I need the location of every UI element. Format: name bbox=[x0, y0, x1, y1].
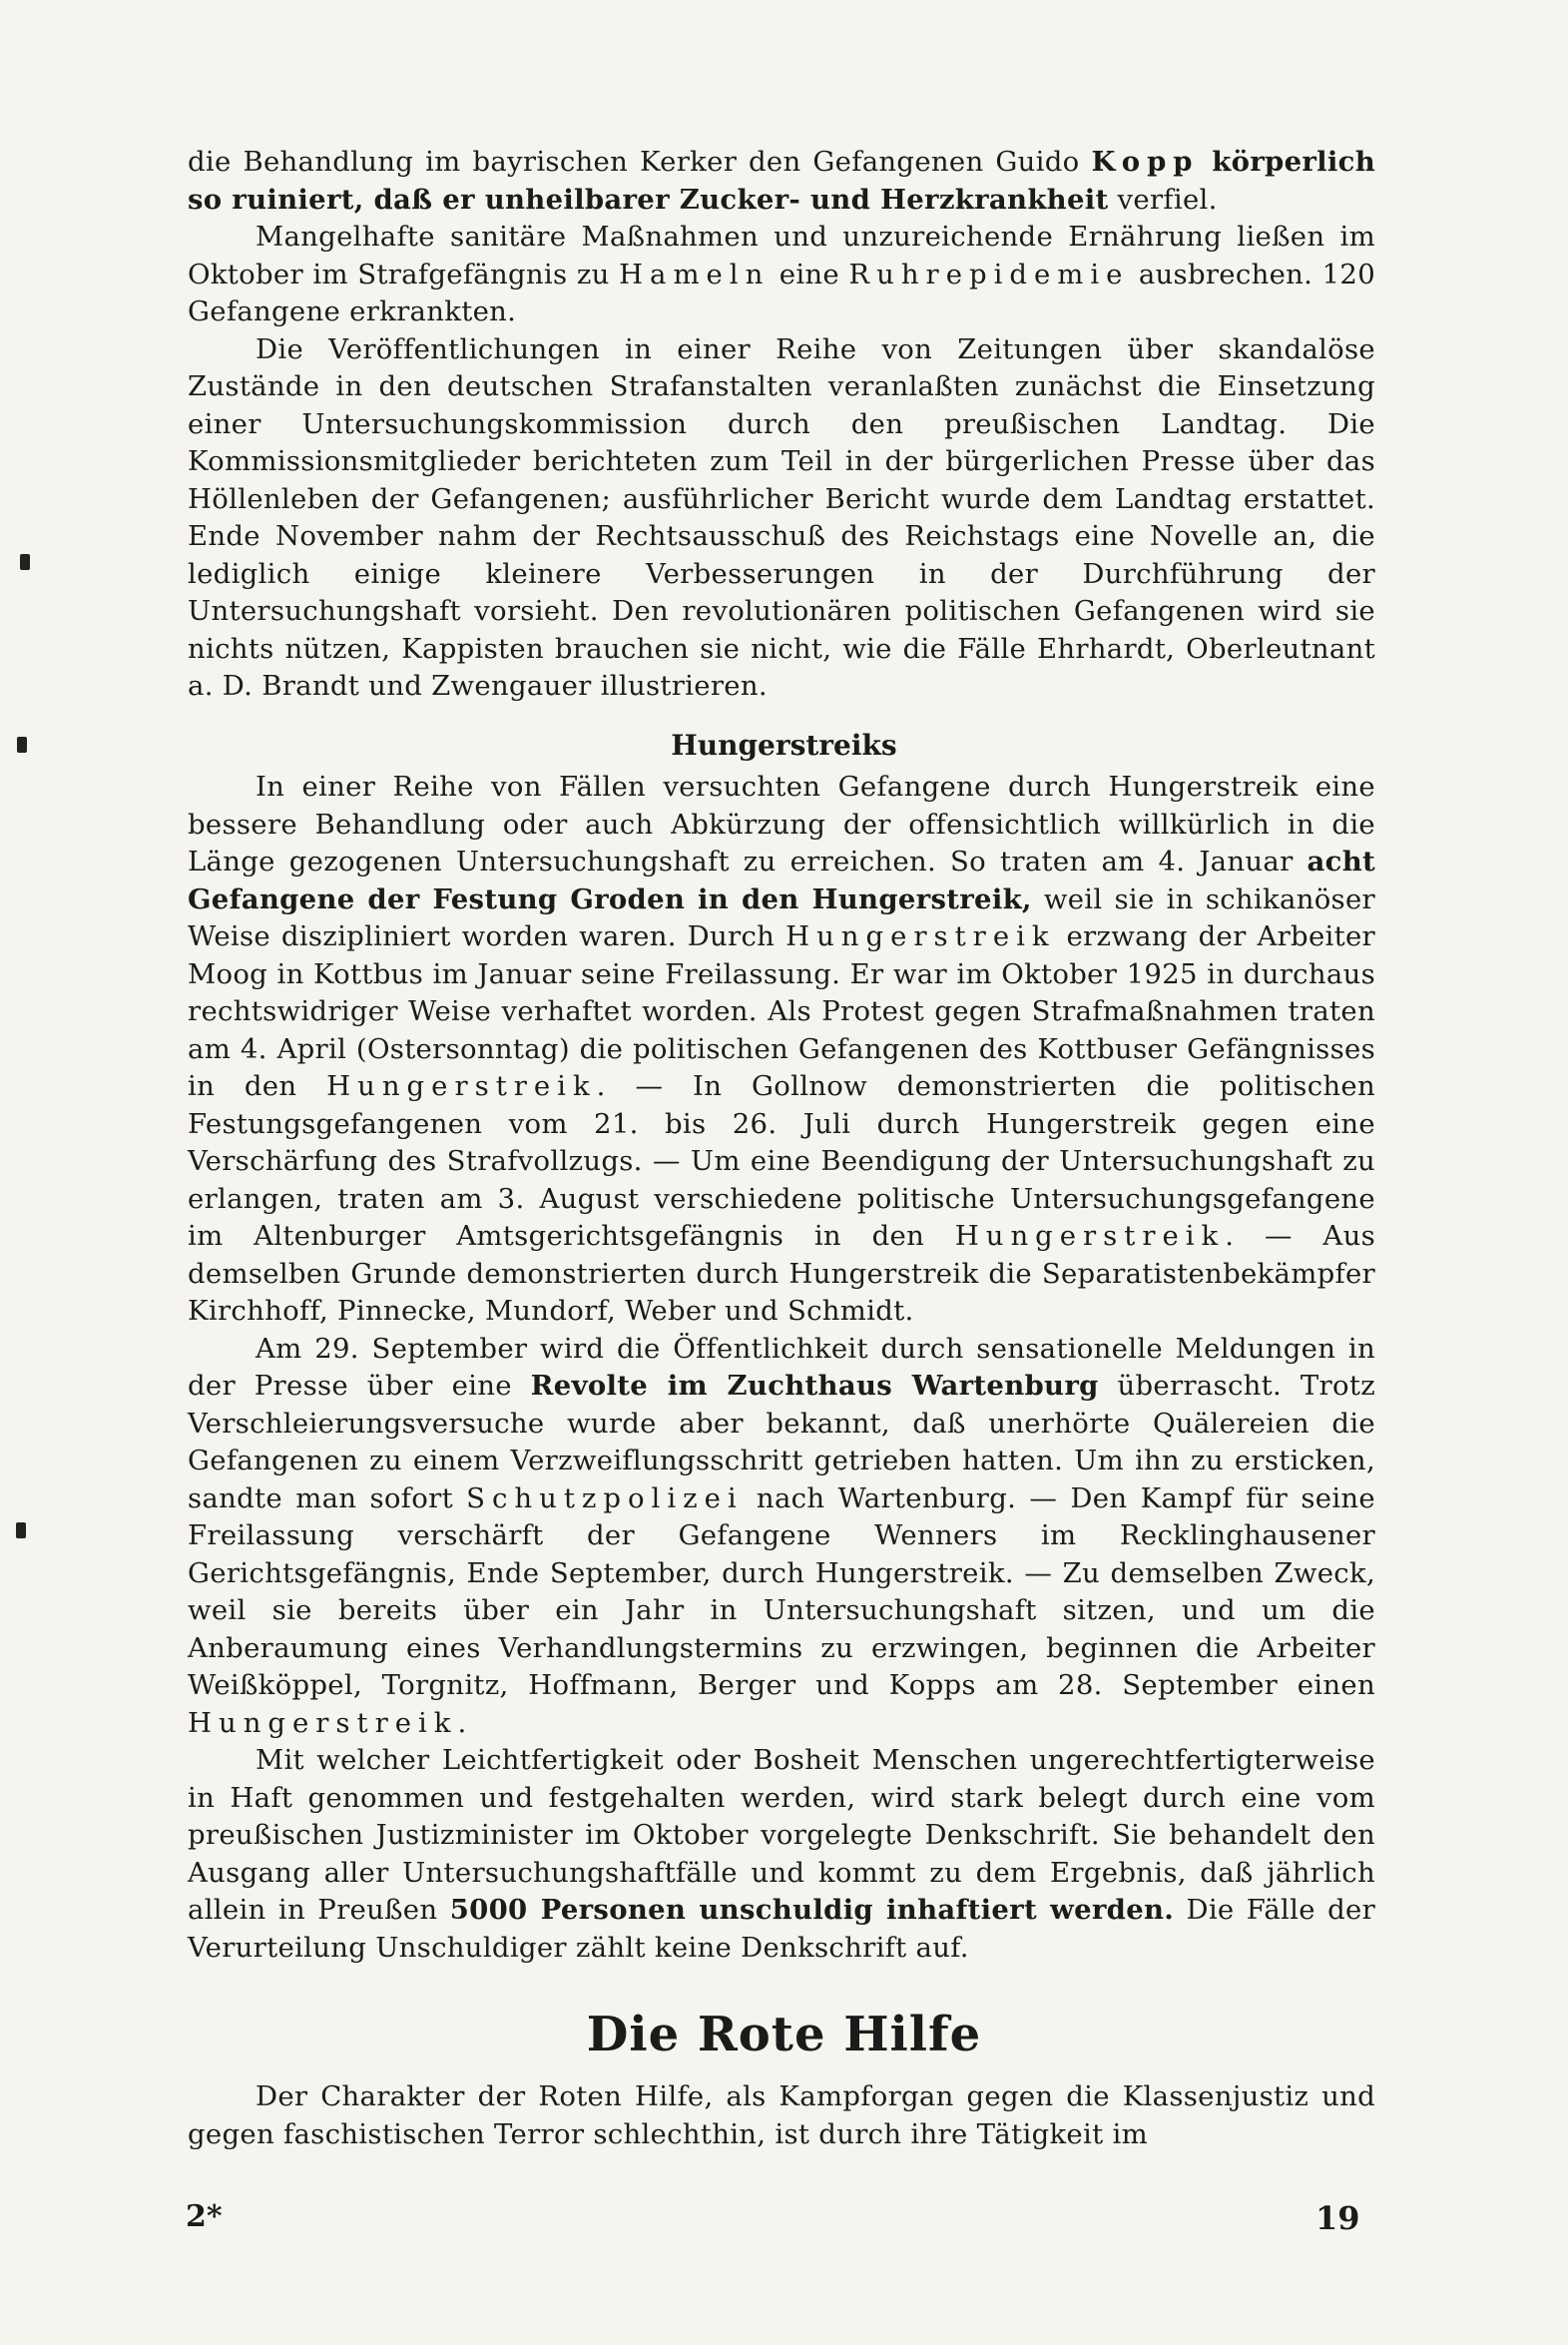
body-text-hunger bbox=[188, 769, 1375, 1967]
section-title: Die Rote Hilfe bbox=[586, 2007, 982, 2062]
text-run: Die Fälle der Verurteilung Unschuldiger zählt keine Denkschrift auf. bbox=[188, 1894, 1376, 1964]
spaced-word: Hungerstreik bbox=[188, 1706, 458, 1739]
text-run: körperlich so ruiniert, daß er bbox=[188, 146, 1376, 216]
text-run: Am 29. September wird die Öffentlichkeit durch sensationelle Meldungen in der Presse über eine bbox=[188, 1332, 1375, 1402]
text-run: weil sie in schikanöser Weise diszipliniert worden waren. Durch bbox=[188, 882, 1375, 952]
spaced-word: Hungerstreik bbox=[785, 920, 1056, 952]
page-number: 19 bbox=[1315, 2199, 1360, 2237]
paragraph: Der Charakter der Roten Hilfe, als Kampforgan gegen die Klassenjustiz und gegen faschistischen Terror schlechthin, ist durch ihre Tätigkeit im bbox=[188, 2080, 1375, 2150]
paragraph bbox=[188, 219, 1375, 331]
text-run: erzwang der Arbeiter Moog in Kottbus im Januar seine Freilassung. Er war im Oktober 1925 in durchaus rechtswidriger Weise verhaftet worden. Als Protest gegen Strafmaßnahmen traten am 4. April (Ostersonntag) die politischen Gefangenen des Kottbuser Gefängnisses in den bbox=[188, 920, 1376, 1102]
paragraph bbox=[188, 144, 1375, 219]
text-run: Mangelhafte sanitäre Maßnahmen und unzureichende Ernährung ließen im Oktober im Strafgefängnis zu bbox=[188, 221, 1375, 291]
text-run: . — In Gollnow demonstrierten die politischen Festungsgefangenen vom 21. bis 26. Juli durch Hungerstreik gegen eine Verschärfung des Strafvollzugs. — Um eine Beendigung der Untersuchungshaft zu erlangen, traten am 3. August verschiedene politische Untersuchungsgefangene im Altenburger Amtsgerichtsgefängnis in den bbox=[188, 1070, 1375, 1252]
paragraph bbox=[188, 769, 1375, 1331]
text-run: die Behandlung im bayrischen Kerker den Gefangenen Guido bbox=[188, 146, 1092, 178]
text-run: ausbrechen. 120 Gefangene erkrankten. bbox=[188, 258, 1376, 327]
text-run: Mit welcher Leichtfertigkeit oder Bosheit Menschen ungerechtfertigterweise in Haft genommen und festgehalten werden, wird stark belegt durch eine vom preußischen Justizminister im Oktober vorgelegte Denkschrift. Sie behandelt den Ausgang aller Untersuchungshaftfälle und kommt zu dem Ergebnis, daß jährlich allein in Preußen bbox=[188, 1744, 1375, 1926]
text-run: eine bbox=[770, 258, 849, 291]
bold-phrase: Revolte im Zuchthaus Wartenburg bbox=[530, 1370, 1099, 1402]
spaced-word: Schutzpolizei bbox=[466, 1481, 744, 1514]
paragraph bbox=[188, 1742, 1375, 1967]
spaced-word: Hameln bbox=[619, 258, 771, 291]
text-run: . — Aus demselben Grunde demonstrierten durch Hungerstreik die Separatistenbekämpfer Kirchhoff, Pinnecke, Mundorf, Weber und Schmidt. bbox=[188, 1220, 1375, 1327]
scan-mark bbox=[20, 554, 30, 570]
paragraph bbox=[188, 1331, 1375, 1743]
spaced-word: Hungerstreik bbox=[954, 1220, 1226, 1252]
body-text-top bbox=[188, 144, 1375, 706]
signature-mark: 2* bbox=[186, 2199, 223, 2234]
bold-phrase: acht Gefangene der Festung Groden in den Hungerstreik, bbox=[188, 846, 1375, 915]
text-run: verfiel. bbox=[1108, 183, 1218, 216]
spaced-word: Hungerstreik bbox=[326, 1070, 597, 1102]
spaced-name: Kopp bbox=[1091, 146, 1200, 178]
bold-phrase: unheilbarer Zucker- und Herzkrankheit bbox=[484, 183, 1109, 216]
paragraph: Die Veröffentlichungen in einer Reihe von Zeitungen über skandalöse Zustände in den deutschen Strafanstalten veranlaßten zunächst die Einsetzung einer Untersuchungskommission durch den preußischen Landtag. Die Kommissionsmitglieder berichteten zum Teil in der bürgerlichen Presse über das Höllenleben der Gefangenen; ausführlicher Bericht wurde dem Landtag erstattet. Ende November nahm der Rechtsausschuß des Reichstags eine Novelle an, die lediglich einige kleinere Verbesserungen in der Durchführung der Untersuchungshaft vorsieht. Den revolutionären politischen Gefangenen wird sie nichts nützen, Kappisten brauchen sie nicht, wie die Fälle Ehrhardt, Oberleutnant a. D. Brandt und Zwengauer illustrieren. bbox=[188, 332, 1375, 702]
scan-mark bbox=[16, 1522, 26, 1538]
text-run: In einer Reihe von Fällen versuchten Gefangene durch Hungerstreik eine bessere Behandlung oder auch Abkürzung der offensichtlich willkürlich in die Länge gezogenen Untersuchungshaft zu erreichen. So traten am 4. Januar bbox=[188, 771, 1375, 878]
text-run: . bbox=[457, 1706, 467, 1739]
bold-phrase: 5000 Personen unschuldig inhaftiert werden. bbox=[449, 1894, 1175, 1926]
spaced-word: Ruhrepidemie bbox=[848, 258, 1130, 291]
text-run: überrascht. Trotz Verschleierungsversuche wurde aber bekannt, daß unerhörte Quälereien die Gefangenen zu einem Verzweiflungsschritt getrieben hatten. Um ihn zu ersticken, sandte man sofort bbox=[188, 1370, 1375, 1514]
text-run: nach Wartenburg. — Den Kampf für seine Freilassung verschärft der Gefangene Wenners im Recklinghausener Gerichtsgefängnis, Ende September, durch Hungerstreik. — Zu demselben Zweck, weil sie bereits über ein Jahr in Untersuchungshaft sitzen, und um die Anberaumung eines Verhandlungstermins zu erzwingen, beginnen die Arbeiter Weißköppel, Torgnitz, Hoffmann, Berger und Kopps am 28. September einen bbox=[188, 1481, 1376, 1701]
subheading: Hungerstreiks bbox=[671, 729, 897, 762]
body-text-rote-hilfe bbox=[188, 2078, 1375, 2153]
